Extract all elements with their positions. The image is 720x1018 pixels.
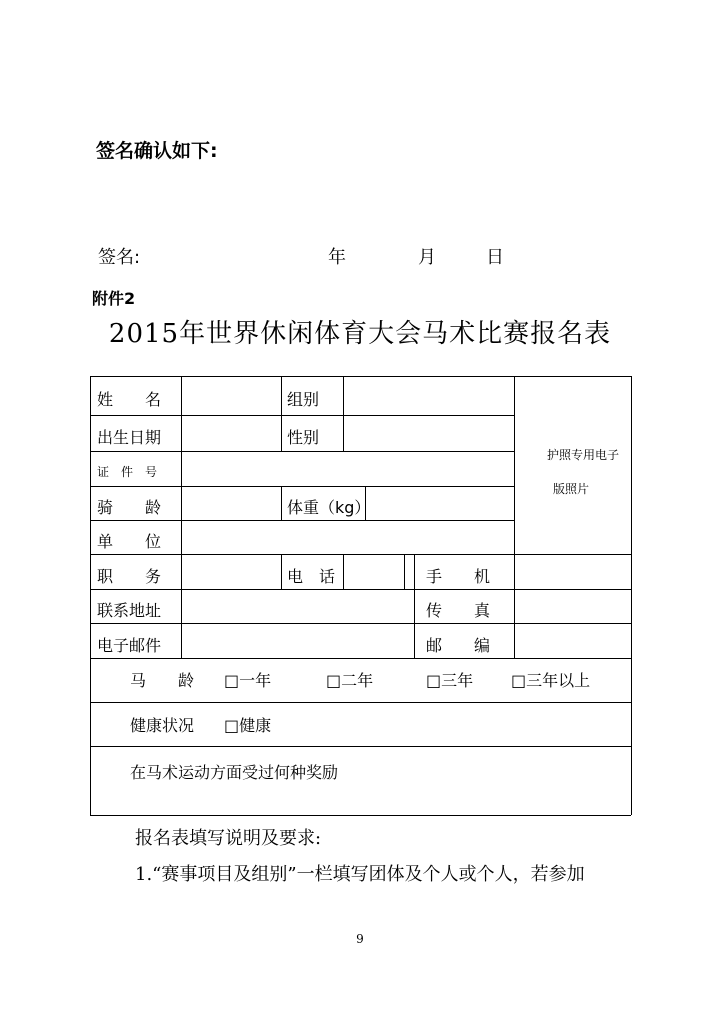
horse-age-option-4[interactable]: □三年以上 <box>511 671 591 690</box>
signature-label: 签名: <box>98 247 141 268</box>
signature-month: 月 <box>418 247 436 268</box>
label-horse-age: 马 龄 <box>130 671 195 690</box>
label-weight: 体重（kg） <box>287 498 371 517</box>
label-position: 职 务 <box>97 567 162 586</box>
page-number: 9 <box>356 932 364 946</box>
label-id-number: 证 件 号 <box>97 465 158 479</box>
signature-year: 年 <box>328 247 346 268</box>
horse-age-option-2[interactable]: □二年 <box>326 671 374 690</box>
attachment-label: 附件2 <box>92 289 136 308</box>
label-postcode: 邮 编 <box>426 636 491 655</box>
horse-age-option-3[interactable]: □三年 <box>426 671 474 690</box>
label-fax: 传 真 <box>426 601 491 620</box>
signature-day: 日 <box>486 247 504 268</box>
form-title: 2015年世界休闲体育大会马术比赛报名表 <box>108 319 612 349</box>
horse-age-option-1[interactable]: □一年 <box>224 671 272 690</box>
label-phone: 电 话 <box>287 567 336 586</box>
label-gender: 性别 <box>287 428 320 447</box>
label-mobile: 手 机 <box>426 567 491 586</box>
health-option[interactable]: □健康 <box>224 716 272 735</box>
label-name: 姓 名 <box>97 390 162 409</box>
label-address: 联系地址 <box>97 601 162 620</box>
photo-label-line2: 版照片 <box>553 482 590 496</box>
label-health: 健康状况 <box>130 716 195 735</box>
notes-item-1: 1.“赛事项目及组别”一栏填写团体及个人或个人，若参加 <box>135 864 585 885</box>
label-group: 组别 <box>287 390 320 409</box>
label-birth-date: 出生日期 <box>97 428 162 447</box>
confirm-heading: 签名确认如下: <box>96 140 218 162</box>
label-awards: 在马术运动方面受过何种奖励 <box>130 763 339 782</box>
label-organization: 单 位 <box>97 532 162 551</box>
photo-label-line1: 护照专用电子 <box>547 448 620 462</box>
notes-heading: 报名表填写说明及要求: <box>135 828 322 849</box>
label-email: 电子邮件 <box>97 636 162 655</box>
label-riding-age: 骑 龄 <box>97 498 162 517</box>
